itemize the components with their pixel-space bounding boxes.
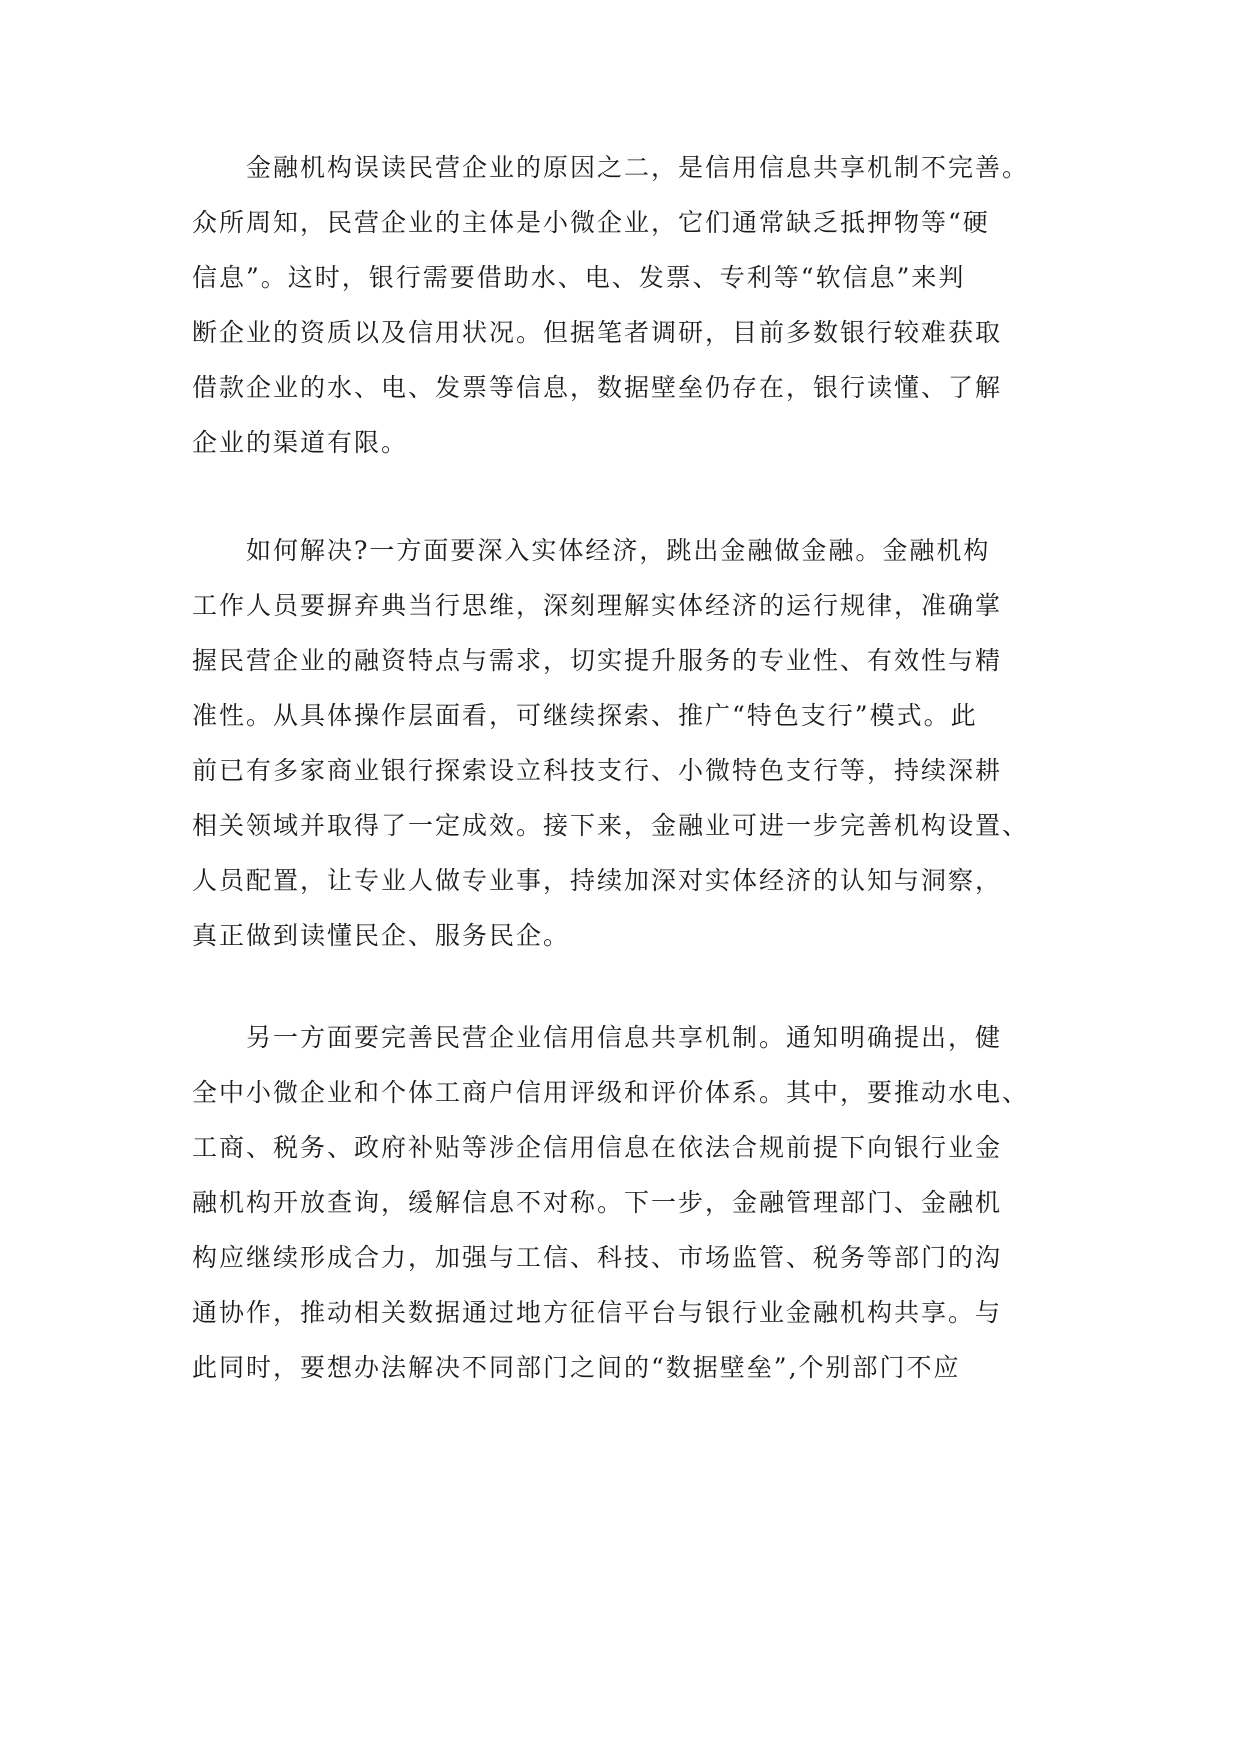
paragraph-line: 准性。从具体操作层面看，可继续探索、推广“特色支行”模式。此 (192, 701, 978, 730)
paragraph-1 (192, 140, 1072, 470)
paragraph-3 (192, 1010, 1072, 1395)
paragraph-line: 人员配置，让专业人做专业事，持续加深对实体经济的认知与洞察， (192, 866, 1003, 895)
paragraph-line: 信息”。这时，银行需要借助水、电、发票、专利等“软信息”来判 (192, 263, 966, 292)
paragraph-line: 企业的渠道有限。 (192, 428, 409, 457)
paragraph-line: 工商、税务、政府补贴等涉企信用信息在依法合规前提下向银行业金 (192, 1133, 1003, 1162)
paragraph-line: 相关领域并取得了一定成效。接下来，金融业可进一步完善机构设置、 (192, 811, 1030, 840)
paragraph-line: 通协作，推动相关数据通过地方征信平台与银行业金融机构共享。与 (192, 1298, 1003, 1327)
paragraph-line: 融机构开放查询，缓解信息不对称。下一步，金融管理部门、金融机 (192, 1188, 1003, 1217)
paragraph-2 (192, 523, 1072, 963)
paragraph-line: 工作人员要摒弃典当行思维，深刻理解实体经济的运行规律，准确掌 (192, 591, 1003, 620)
paragraph-line: 握民营企业的融资特点与需求，切实提升服务的专业性、有效性与精 (192, 646, 1003, 675)
paragraph-line: 另一方面要完善民营企业信用信息共享机制。通知明确提出，健 (192, 1023, 1003, 1052)
paragraph-line: 众所周知，民营企业的主体是小微企业，它们通常缺乏抵押物等“硬 (192, 208, 990, 237)
paragraph-line: 此同时，要想办法解决不同部门之间的“数据壁垒”,个别部门不应 (192, 1353, 961, 1382)
paragraph-line: 断企业的资质以及信用状况。但据笔者调研，目前多数银行较难获取 (192, 318, 1003, 347)
paragraph-line: 构应继续形成合力，加强与工信、科技、市场监管、税务等部门的沟 (192, 1243, 1003, 1272)
paragraph-line: 全中小微企业和个体工商户信用评级和评价体系。其中，要推动水电、 (192, 1078, 1030, 1107)
paragraph-line: 前已有多家商业银行探索设立科技支行、小微特色支行等，持续深耕 (192, 756, 1003, 785)
paragraph-line: 金融机构误读民营企业的原因之二，是信用信息共享机制不完善。 (192, 153, 1030, 182)
paragraph-line: 如何解决?一方面要深入实体经济，跳出金融做金融。金融机构 (192, 536, 991, 565)
paragraph-line: 借款企业的水、电、发票等信息，数据壁垒仍存在，银行读懂、了解 (192, 373, 1003, 402)
paragraph-line: 真正做到读懂民企、服务民企。 (192, 921, 571, 950)
